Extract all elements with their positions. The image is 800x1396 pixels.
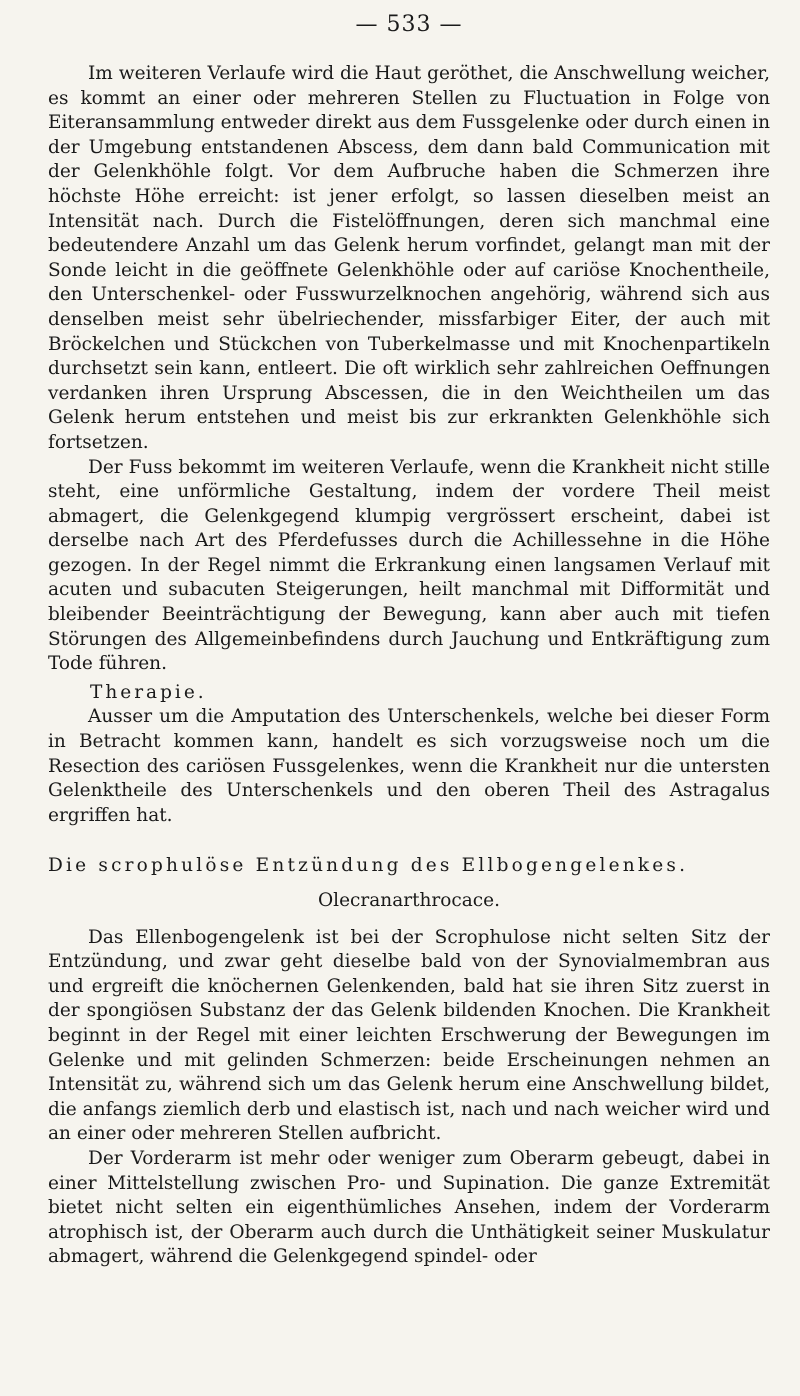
section-title: Die scrophulöse Entzündung des Ellbogengelenkes. (48, 855, 689, 877)
paragraph-foot-deformity: Der Fuss bekommt im weiteren Verlaufe, wenn die Krankheit nicht stille steht, eine unförmliche Gestaltung, indem der vordere Theil meist abmagert, die Gelenkgegend klumpig vergrössert erscheint, dabei ist derselbe nach Art des Pferdefusses durch die Achillessehne in die Höhe gezogen. In der Regel nimmt die Erkrankung einen langsamen Verlauf mit acuten und subacuten Steigerungen, heilt manchmal mit Difformität und bleibender Beeinträchtigung der Bewegung, kann aber auch mit tiefen Störungen des Allgemeinbefindens durch Jauchung und Entkräftigung zum Tode führen. (48, 456, 770, 675)
paragraph-elbow-inflammation: Das Ellenbogengelenk ist bei der Scrophulose nicht selten Sitz der Entzündung, und zwar geht dieselbe bald von der Synovialmembran aus und ergreift die knöchernen Gelenkenden, bald hat sie ihren Sitz zuerst in der spongiösen Substanz der das Gelenk bildenden Knochen. Die Krankheit beginnt in der Regel mit einer leichten Erschwerung der Bewegungen im Gelenke und mit gelinden Schmerzen: beide Erscheinungen nehmen an Intensität zu, während sich um das Gelenk herum eine Anschwellung bildet, die anfangs ziemlich derb und elastisch ist, nach und nach weicher wird und an einer oder mehreren Stellen aufbricht. (48, 926, 770, 1145)
therapy-paragraph: Ausser um die Amputation des Unterschenkels, welche bei dieser Form in Betracht kommen kann, handelt es sich vorzugsweise noch um die Resection des cariösen Fussgelenkes, wenn die Krankheit nur die untersten Gelenktheile des Unterschenkels und den oberen Theil des Astragalus ergriffen hat. (48, 706, 770, 826)
paragraph-forearm-position: Der Vorderarm ist mehr oder weniger zum Oberarm gebeugt, dabei in einer Mittelstellung zwischen Pro- und Supination. Die ganze Extremität bietet nicht selten ein eigenthümliches Ansehen, indem der Vorderarm atrophisch ist, der Oberarm auch durch die Unthätigkeit seiner Muskulatur abmagert, während die Gelenkgegend spindel- oder (48, 1147, 770, 1268)
page-number: — 533 — (355, 12, 463, 37)
paragraph-abscess-course: Im weiteren Verlaufe wird die Haut geröthet, die Anschwellung weicher, es kommt an einer oder mehreren Stellen zu Fluctuation in Folge von Eiteransammlung entweder direkt aus dem Fussgelenke oder durch einen in der Umgebung entstandenen Abscess, dem dann bald Communication mit der Gelenkhöhle folgt. Vor dem Aufbruche haben die Schmerzen ihre höchste Höhe erreicht: ist jener erfolgt, so lassen dieselben meist an Intensität nach. Durch die Fistelöffnungen, deren sich manchmal eine bedeutendere Anzahl um das Gelenk herum vorfindet, gelangt man mit der Sonde leicht in die geöffnete Gelenkhöhle oder auf cariöse Knochentheile, den Unterschenkel- oder Fusswurzelknochen angehörig, während sich aus denselben meist sehr übelriechender, missfarbiger Eiter, der auch mit Bröckelchen und Stückchen von Tuberkelmasse und mit Knochenpartikeln durchsetzt sein kann, entleert. Die oft wirklich sehr zahlreichen Oeffnungen verdanken ihren Ursprung Abscessen, die in den Weichtheilen um das Gelenk herum entstehen und meist bis zur erkrankten Gelenkhöhle sich fortsetzen. (48, 63, 770, 453)
book-page (48, 10, 770, 1270)
therapy-heading: Therapie. (90, 681, 207, 703)
section-subtitle: Olecranarthrocace. (318, 890, 500, 911)
